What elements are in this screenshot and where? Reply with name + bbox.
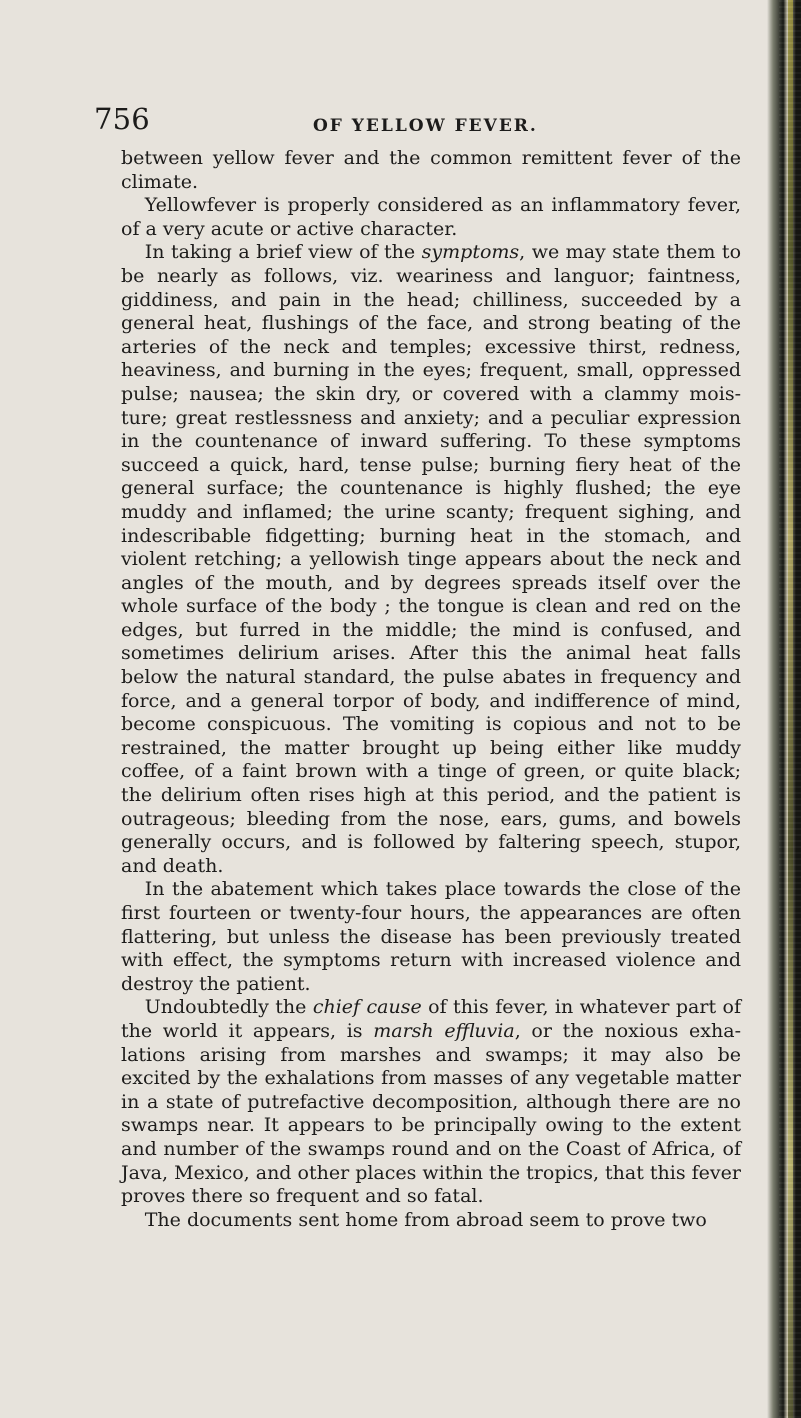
paragraph-6: The documents sent home from abroad seem to prove two <box>144 1208 707 1231</box>
paragraph-3-text-start: In taking a brief view of the <box>144 241 422 264</box>
page-number: 756 <box>94 102 150 136</box>
marsh-effluvia-emphasis: marsh effluvia <box>373 1019 515 1042</box>
chief-cause-emphasis: chief cause <box>312 996 422 1019</box>
main-text <box>121 147 741 1232</box>
paragraph-1: between yellow fever and the common remittent fever of the climate. <box>121 147 741 193</box>
paragraph-2: Yellowfever is properly considered as an inflammatory fever, of a very acute or active character. <box>121 194 741 240</box>
paragraph-5 <box>121 996 741 1208</box>
page-edge-lines <box>779 0 801 1418</box>
paragraph-5-text-middle: of this fever, in whatever part of the world it appears, is <box>121 996 741 1042</box>
paragraph-3 <box>121 241 741 878</box>
paragraph-4: In the abatement which takes place towards the close of the first fourteen or twenty-four hours, the appearances are often flattering, but unless the disease has been previously treated with effect, the symptoms return with increased violence and destroy the patient. <box>121 878 741 995</box>
running-title: OF YELLOW FEVER. <box>313 116 538 136</box>
symptoms-emphasis: symptoms <box>421 241 520 264</box>
paragraph-5-text-end: , or the noxious exha- lations arising from marshes and swamps; it may also be excited by the exhalations from masses of any vegetable matter in a state of putrefactive decomposition, although there are no swamps near. It appears to be principally owing to the extent and number of the swamps round and on the Coast of Africa, of Java, Mexico, and other places within the tropics, that this fever proves there so frequent and so fatal. <box>121 1019 741 1208</box>
paragraph-5-text-start: Undoubtedly the <box>144 996 313 1019</box>
paragraph-3-text-end: , we may state them to be nearly as follows, viz. weariness and languor; faintness, giddiness, and pain in the head; chilliness, succeeded by a general heat, flushings of the face, and strong beating of the arteries of the neck and temples; excessive thirst, redness, heaviness, and burning in the eyes; frequent, small, oppressed pulse; nausea; the skin dry, or covered with a clammy mois- ture; great restlessness and anxiety; and a peculiar expression in the countenance of inward suffering. To these symptoms succeed a quick, hard, tense pulse; burning fiery heat of the general surface; the countenance is highly flushed; the eye muddy and inflamed; the urine scanty; frequent sighing, and indescribable fidgetting; burning heat in the stomach, and violent retching; a yellowish tinge appears about the neck and angles of the mouth, and by degrees spreads itself over the whole surface of the body ; the tongue is clean and red on the edges, but furred in the middle; the mind is confused, and sometimes delirium arises. After this the animal heat falls below the natural standard, the pulse abates in frequency and force, and a general torpor of body, and indifference of mind, become conspicuous. The vomiting is copious and not to be restrained, the matter brought up being either like muddy coffee, of a faint brown with a tinge of green, or quite black; the delirium often rises high at this period, and the patient is outrageous; bleeding from the nose, ears, gums, and bowels generally occurs, and is followed by faltering speech, stupor, and death. <box>121 241 742 877</box>
